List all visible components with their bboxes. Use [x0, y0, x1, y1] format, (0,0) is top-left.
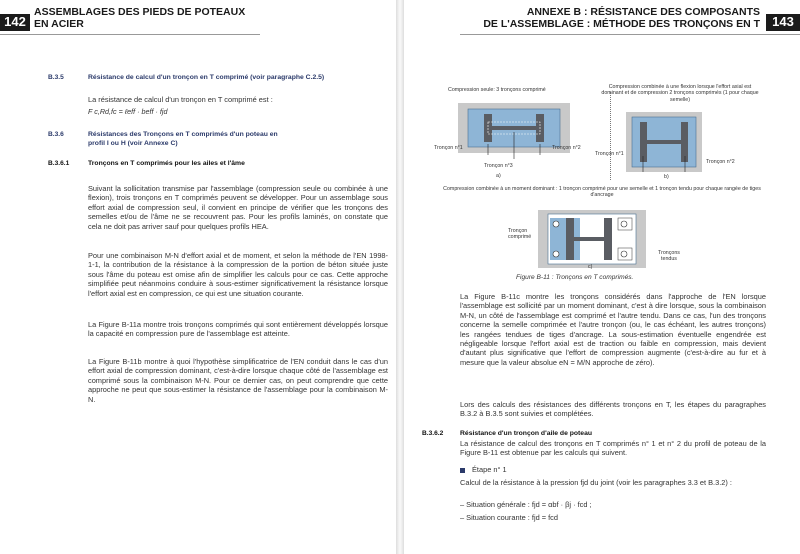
figure-caption: Figure B-11 : Tronçons en T comprimés.: [516, 274, 634, 281]
etape-text: Calcul de la résistance à la pression fjd du joint (voir les paragraphes 3.3 et B.3.2) :: [460, 478, 732, 487]
section-number-b335: B.3.5: [48, 74, 64, 81]
paragraph-4: La Figure B-11b montre à quoi l'hypothèse simplificatrice de l'EN conduit dans le cas d'un effort axial de compression dominant, c'est-à-dire lorsque chaque côté de l'assemblage est comprimé sous la combinaison M-N. Pour ce dernier cas, on peut comprendre que cette approche ne peut que sous-estimer la résistance de l'assemblage pour la combinaison M-N.: [88, 357, 388, 404]
section-title-b3361: Tronçons en T comprimés pour les ailes et l'âme: [88, 160, 245, 167]
figure-c-comprime-label: Tronçon comprimé: [508, 228, 532, 241]
figure-b-troncon2-label: Tronçon n°2: [706, 159, 735, 165]
figure-a-title: Compression seule: 3 tronçons comprimé: [448, 87, 546, 93]
figure-c-title: Compression combinée à un moment dominant : 1 tronçon comprimé pour une semelle et 1 tronçon tendu pour chaque rangée de tiges d'ancrage: [443, 186, 761, 199]
right-running-header: [440, 6, 760, 30]
figure-c-diagram: [538, 210, 646, 268]
figure-a-troncon3-label: Tronçon n°3: [484, 163, 513, 169]
right-header-rule: [460, 34, 800, 35]
left-page-number: 142: [0, 14, 30, 31]
etape-bullet: [460, 468, 465, 473]
figure-a-label: a): [496, 173, 501, 179]
figure-separator: [610, 92, 611, 180]
paragraph-2: Pour une combinaison M-N d'effort axial et de moment, et selon la méthode de l'EN 1998-1-1, la contribution de la résistance à la compression de la portion de béton située juste sous l'âme du poteau est omise afin de simplifier les calculs pour ce cas. Cette approche simplifiée peut néanmoins conduire à sous-estimer significativement la résistance lorsque l'effort axial est en compression, ce qui est une situation courante.: [88, 251, 388, 298]
figure-b-label: b): [664, 174, 669, 180]
etape-title: Étape n° 1: [472, 465, 507, 474]
right-header-line1: ANNEXE B : RÉSISTANCE DES COMPOSANTS: [526, 6, 760, 18]
right-paragraph-2: Lors des calculs des résistances des différents tronçons en T, les étapes du paragraphes B.3.2 à B.3.5 sont suivies et complétées.: [460, 400, 766, 419]
paragraph-1: Suivant la sollicitation transmise par l'assemblage (compression seule ou combinée à une flexion), trois tronçons en T comprimés peuvent se développer. Pour un assemblage sous effort axial de compression seul, il convient en principe de vérifier que les tronçons des semelles et/ou de l'âme ne se recouvrent pas. Pour les profils laminés, on constate que cela ne doit pas arriver sauf pour quelques profils HEA.: [88, 184, 388, 231]
figure-b-troncon1-label: Tronçon n°1: [595, 151, 624, 157]
right-page: [402, 0, 800, 554]
figure-b-web: [647, 140, 681, 144]
figure-a-troncon2-label: Tronçon n°2: [552, 145, 581, 151]
figure-c-flange-2: [604, 218, 612, 260]
paragraph-3: La Figure B-11a montre trois tronçons comprimés qui sont entièrement développés lorsque la capacité en compression pure de l'assemblage est atteinte.: [88, 320, 388, 339]
figure-c-tendus-label: Tronçons tendus: [658, 250, 680, 263]
section-number-b3362: B.3.6.2: [422, 430, 444, 437]
section-number-b336: B.3.6: [48, 131, 64, 138]
figure-c-bolt-1: [553, 221, 559, 227]
figure-b-title: Compression combinée à une flexion lorsque l'effort axial est dominant et de compression 2 tronçons comprimés (1 pour chaque semelle): [601, 84, 759, 103]
figure-c-label: c): [588, 264, 593, 270]
section-number-b3361: B.3.6.1: [48, 160, 70, 167]
left-page: [0, 0, 398, 554]
etape-item-2: – Situation courante : fjd = fcd: [460, 513, 558, 522]
b335-text: La résistance de calcul d'un tronçon en T comprimé est :: [88, 95, 273, 104]
figure-c-bolt-2: [553, 251, 559, 257]
figure-c-bolt-4: [621, 251, 627, 257]
b3362-text: La résistance de calcul des tronçons en T comprimés n° 1 et n° 2 du profil de poteau de la Figure B-11 est obtenue par les calculs qui suivent.: [460, 439, 766, 458]
figure-c-flange-1: [566, 218, 574, 260]
figure-c-bolt-3: [621, 221, 627, 227]
left-running-header: ASSEMBLAGES DES PIEDS DE POTEAUX EN ACIER: [34, 6, 246, 30]
figure-c-web: [574, 237, 604, 241]
figure-a-web: [492, 126, 536, 130]
left-header-rule: [0, 34, 260, 35]
right-header-line2: DE L'ASSEMBLAGE : MÉTHODE DES TRONÇONS EN T: [483, 18, 760, 30]
section-title-b336: Résistances des Tronçons en T comprimés d'un poteau en profil I ou H (voir Annexe C): [88, 131, 278, 147]
section-title-b3362: Résistance d'un tronçon d'aile de poteau: [460, 430, 593, 437]
b335-formula: F c,Rd,fc = ℓeff · beff · fjd: [88, 107, 168, 116]
right-page-number: 143: [766, 14, 800, 31]
figure-b-diagram: [626, 112, 702, 172]
figure-a-troncon1-label: Tronçon n°1: [434, 145, 463, 151]
figure-b-flange-1: [640, 122, 647, 162]
section-title-b335: Résistance de calcul d'un tronçon en T comprimé (voir paragraphe C.2.5): [88, 74, 325, 81]
figure-b-flange-2: [681, 122, 688, 162]
right-paragraph-1: La Figure B-11c montre les tronçons considérés dans l'approche de l'EN lorsque l'assemblage est sollicité par un moment dominant, c'est à dire lorsque, sous la combinaison M-N, un côté de l'assemblage est comprimé et l'autre tendu. Dans ce cas, l'un des tronçons concerne la semelle comprimée et l'autre tronçon (ou, le cas échéant, les autres tronçons) les rangées tendues de tiges d'ancrage. La sous-estimation éventuelle engendrée est négligeable lorsque l'effort axial est de traction ou faible en compression, mais devient d'autant plus significative que l'effort de compression augmente (c'est-à-dire au fur et à mesure que la valeur absolue eN = M/N approche de zéro).: [460, 292, 766, 367]
etape-item-1: – Situation générale : fjd = αbf · βj · fcd ;: [460, 500, 592, 509]
